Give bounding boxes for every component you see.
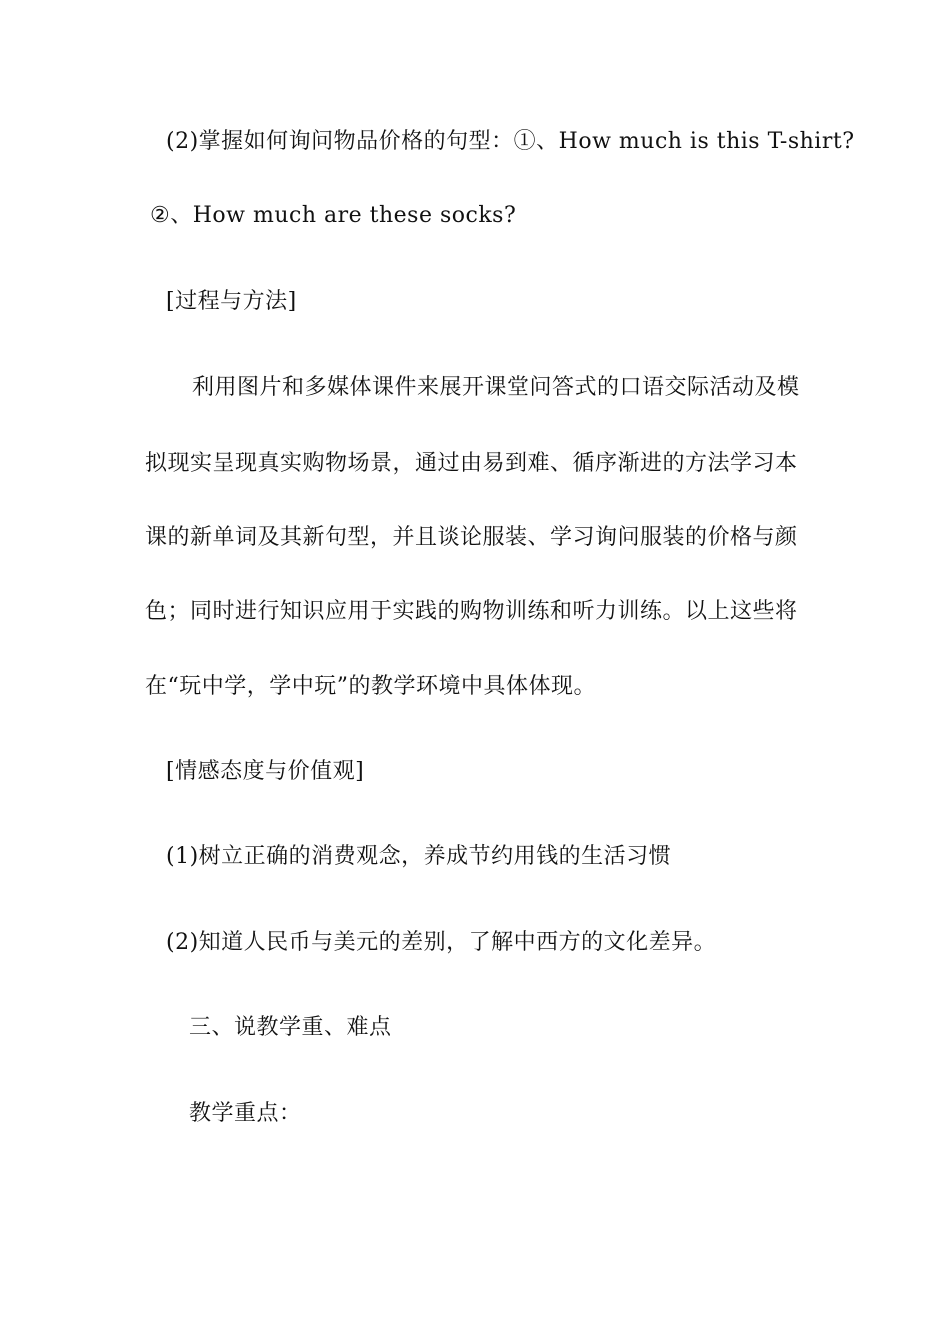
emotion-values-heading: [情感态度与价值观] (166, 759, 365, 784)
process-paragraph-line-5: 在“玩中学，学中玩”的教学环境中具体体现。 (145, 674, 596, 699)
emotion-item-1: (1)树立正确的消费观念，养成节约用钱的生活习惯 (166, 844, 672, 869)
process-paragraph-line-3: 课的新单词及其新句型，并且谈论服装、学习询问服装的价格与颜 (145, 525, 798, 550)
process-paragraph-line-4: 色；同时进行知识应用于实践的购物训练和听力训练。以上这些将 (145, 599, 798, 624)
objective-2-line-1: (2)掌握如何询问物品价格的句型：①、How much is this T-shirt? (166, 129, 855, 154)
process-paragraph-line-1: 利用图片和多媒体课件来展开课堂问答式的口语交际活动及模 (192, 375, 800, 400)
emotion-item-2: (2)知道人民币与美元的差别，了解中西方的文化差异。 (166, 930, 717, 955)
section-3-heading: 三、说教学重、难点 (189, 1015, 392, 1040)
process-method-heading: [过程与方法] (166, 289, 297, 314)
key-points-label: 教学重点： (189, 1101, 302, 1126)
objective-2-line-2: ②、How much are these socks? (150, 203, 517, 228)
process-paragraph-line-2: 拟现实呈现真实购物场景，通过由易到难、循序渐进的方法学习本 (145, 451, 798, 476)
